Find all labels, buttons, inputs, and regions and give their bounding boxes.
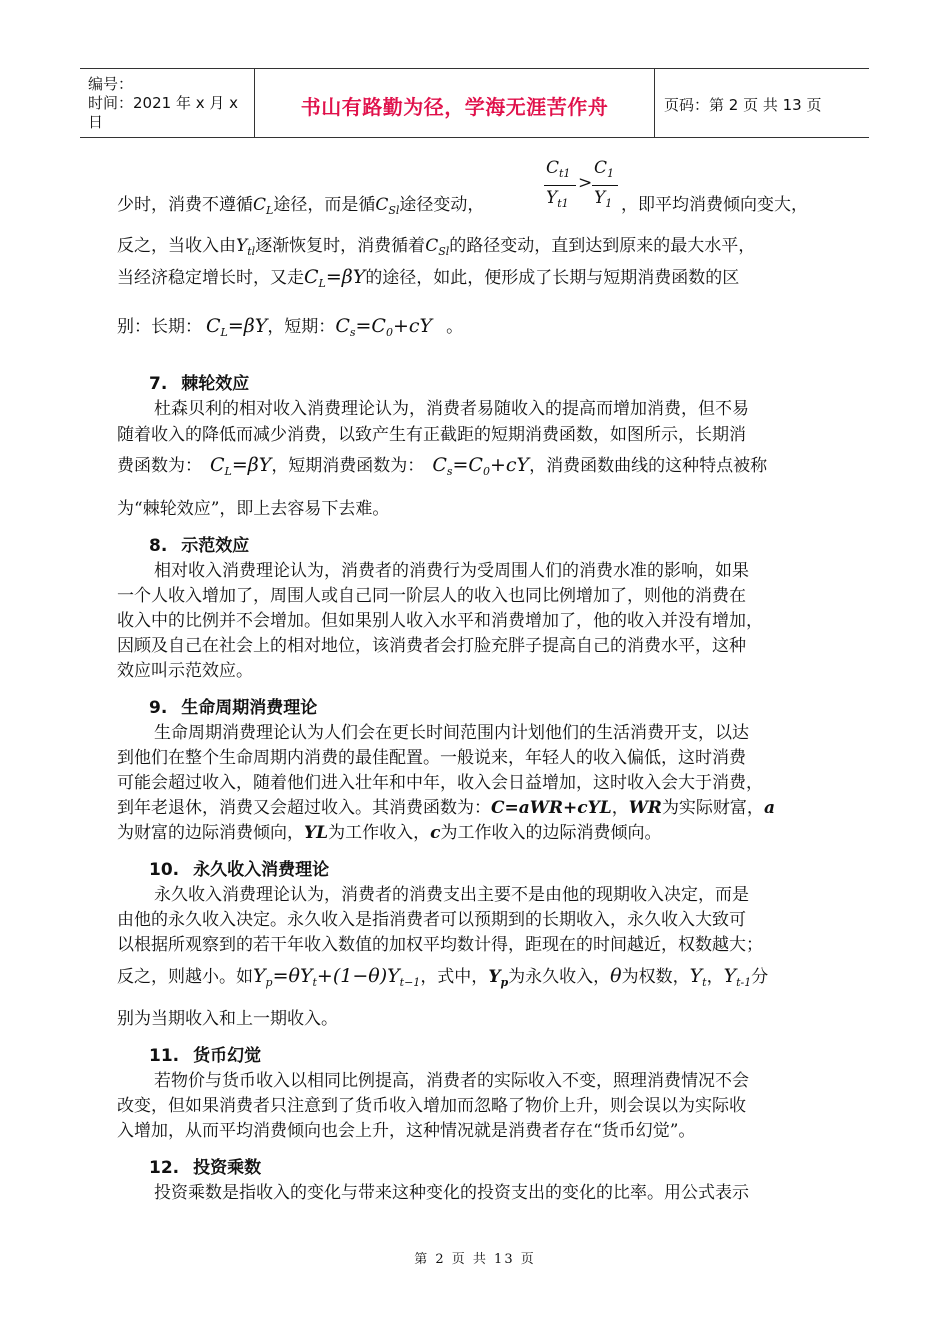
text-line: 效应叫示范效应。 [117, 661, 253, 681]
section-heading: 11. 货币幻觉 [149, 1046, 262, 1066]
text-run: ，短期消费函数为： [271, 456, 425, 476]
header-page-cell [655, 69, 869, 137]
page-number-label: 页码：第 2 页 共 13 页 [664, 96, 822, 114]
text-run: 分 [751, 967, 769, 987]
text-run: 反之，则越小。如 [117, 967, 253, 987]
text-run: 为权数， [621, 967, 690, 987]
header-info-cell [80, 69, 255, 137]
frac-right-numerator: $C_1$ [594, 158, 615, 180]
text-line: 为“棘轮效应”，即上去容易下去难。 [117, 499, 390, 519]
var-Yp: $Y_p$ [488, 967, 509, 989]
text-line [117, 453, 767, 484]
text-line [117, 821, 661, 845]
consumption-function: C=aWR+cYL [491, 798, 612, 818]
math-CSl: $C_{Sl}$ [375, 195, 400, 217]
text-run: 。 [446, 317, 464, 337]
text-line: 以根据所观察到的若干年收入数值的加权平均数计得，距现在的时间越近，权数越大； [117, 935, 763, 955]
text-line: 由他的永久收入决定。永久收入是指消费者可以预期到的长期收入，永久收入大致可 [117, 910, 746, 930]
permanent-income-formula: $Y_p=\theta Y_t+(1-\theta)Y_{t-1}$ [253, 965, 421, 989]
page-header [80, 68, 869, 138]
short-run-formula: $C_s=C_0+cY$ [335, 315, 433, 339]
serial-label: 编号： [88, 75, 134, 93]
text-run: 少时，消费不遵循 [117, 195, 253, 215]
text-line: 一个人收入增加了，周围人或自己同一阶层人的收入也同比例增加了，则他的消费在 [117, 586, 746, 606]
header-motto-cell [255, 69, 655, 137]
greater-than-sign: > [578, 173, 593, 193]
frac-left-numerator: $C_{t1}$ [546, 158, 571, 180]
text-line: 可能会超过收入，随着他们进入壮年和中年，收入会日益增加，这时收入会大于消费， [117, 773, 763, 793]
frac-right-denominator: $Y_1$ [594, 188, 613, 210]
text-run: 的路径变动，直到达到原来的最大水平， [449, 236, 756, 256]
long-run-formula: $C_L=\beta Y$ [304, 266, 366, 290]
text-line: 别为当期收入和上一期收入。 [117, 1009, 338, 1029]
text-line: 生命周期消费理论认为人们会在更长时间范围内计划他们的生活消费开支，以达 [154, 723, 749, 743]
text-line: 到他们在整个生命周期内消费的最佳配置。一般说来，年轻人的收入偏低，这时消费 [117, 748, 746, 768]
text-run: ，消费函数曲线的这种特点被称 [529, 456, 768, 476]
section-heading: 7. 棘轮效应 [149, 374, 250, 394]
var-a: a [763, 798, 775, 818]
frac-left-denominator: $Y_{t1}$ [546, 188, 569, 210]
text-run: ，短期： [267, 317, 336, 337]
text-run: ， [706, 967, 724, 987]
text-line: 相对收入消费理论认为，消费者的消费行为受周围人们的消费水准的影响，如果 [154, 561, 749, 581]
time-label: 时间：2021 年 x 月 x 日 [88, 94, 239, 131]
motto: 书山有路勤为径，学海无涯苦作舟 [300, 95, 609, 119]
long-run-formula: $C_L=\beta Y$ [210, 454, 272, 478]
short-run-formula: $C_s=C_0+cY$ [432, 454, 530, 478]
section-heading: 10. 永久收入消费理论 [149, 860, 330, 880]
text-run: 逐渐恢复时，消费循着 [255, 236, 426, 256]
text-run: ， [611, 798, 629, 818]
page-footer: 第 2 页 共 13 页 [414, 1252, 536, 1267]
text-line: 因顾及自己在社会上的相对地位，该消费者会打脸充胖子提高自己的消费水平，这种 [117, 636, 746, 656]
text-run: 反之，当收入由 [117, 236, 236, 256]
text-run: 的途径，如此，便形成了长期与短期消费函数的区 [365, 268, 740, 288]
text-line: 永久收入消费理论认为，消费者的消费支出主要不是由他的现期收入决定，而是 [154, 885, 749, 905]
text-line [117, 193, 484, 223]
text-run: 途径变动， [399, 195, 485, 215]
text-run: 途径，而是循 [273, 195, 376, 215]
text-line [117, 964, 768, 995]
var-WR: WR [628, 798, 662, 818]
math-CL: $C_L$ [253, 195, 274, 217]
var-YL: YL [304, 823, 329, 843]
frac-left-bar [544, 185, 576, 186]
text-run: 为财富的边际消费倾向， [117, 823, 304, 843]
var-Yt: $Y_t$ [689, 965, 707, 989]
text-run: ，即平均消费倾向变大， [621, 195, 808, 215]
text-run: 到年老退休，消费又会超过收入。其消费函数为： [117, 798, 491, 818]
text-line [117, 265, 739, 296]
frac-right-bar [592, 185, 618, 186]
text-line: 收入中的比例并不会增加。但如果别人收入水平和消费增加了，他的收入并没有增加， [117, 611, 763, 631]
ratio-inequality-formula [544, 158, 624, 218]
var-theta: θ [610, 965, 622, 987]
text-line [117, 234, 755, 264]
text-run: 别：长期： [117, 317, 202, 337]
var-c: c [430, 823, 441, 843]
long-run-formula: $C_L=\beta Y$ [206, 315, 268, 339]
text-line: 若物价与货币收入以相同比例提高，消费者的实际收入不变，照理消费情况不会 [154, 1071, 749, 1091]
text-line: 杜森贝利的相对收入消费理论认为，消费者易随收入的提高而增加消费，但不易 [154, 399, 749, 419]
math-CSl: $C_{Sl}$ [425, 236, 450, 258]
text-line: 改变，但如果消费者只注意到了货币收入增加而忽略了物价上升，则会误以为实际收 [117, 1096, 746, 1116]
var-Yt-1: $Y_{t-1}$ [723, 965, 752, 989]
math-Ytl: $Y_{tl}$ [236, 236, 256, 258]
text-run: ，式中， [420, 967, 489, 987]
text-line [117, 796, 775, 820]
text-line: 投资乘数是指收入的变化与带来这种变化的投资支出的变化的比率。用公式表示 [154, 1183, 749, 1203]
section-heading: 8. 示范效应 [149, 536, 250, 556]
text-run: 费函数为： [117, 456, 202, 476]
text-run: 为永久收入， [508, 967, 611, 987]
text-line [117, 314, 463, 345]
text-run: 当经济稳定增长时，又走 [117, 268, 304, 288]
text-line: 入增加，从而平均消费倾向也会上升，这种情况就是消费者存在“货币幻觉”。 [117, 1121, 696, 1141]
section-heading: 12. 投资乘数 [149, 1158, 262, 1178]
text-run: 为工作收入， [328, 823, 431, 843]
text-run: 为工作收入的边际消费倾向。 [440, 823, 662, 843]
section-heading: 9. 生命周期消费理论 [149, 698, 318, 718]
text-line: 随着收入的降低而减少消费，以致产生有正截距的短期消费函数，如图所示，长期消 [117, 425, 746, 445]
text-run: 为实际财富， [661, 798, 764, 818]
text-line [621, 193, 808, 217]
